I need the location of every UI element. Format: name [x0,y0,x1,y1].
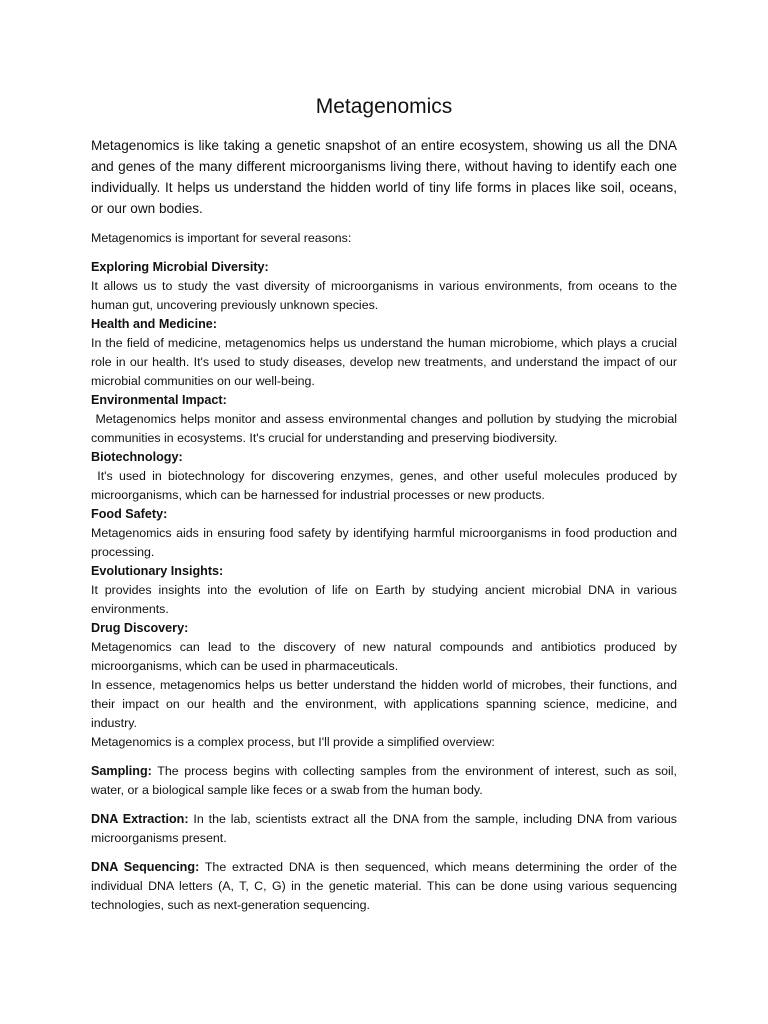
step-label: DNA Sequencing: [91,860,200,874]
reason-body: Metagenomics aids in ensuring food safety by identifying harmful microorganisms in food production and processing. [91,526,677,559]
reason-item [91,562,677,619]
reason-body: Metagenomics helps monitor and assess environmental changes and pollution by studying the microbial communities in ecosystems. It's crucial for understanding and preserving biodiversity. [91,412,681,445]
step-text: In the lab, scientists extract all the DNA from the sample, including DNA from various microorganisms present. [91,812,677,845]
step-label: DNA Extraction: [91,812,189,826]
document-page [91,92,681,915]
reason-item [91,391,681,448]
reason-item [91,619,677,676]
step-label: Sampling: [91,764,152,778]
reason-item [91,258,677,315]
reason-heading: Evolutionary Insights: [91,564,224,578]
reason-body: In the field of medicine, metagenomics helps us understand the human microbiome, which plays a crucial role in our health. It's used to study diseases, develop new treatments, and understand the impact of our microbial communities on our well-being. [91,336,677,388]
reason-item [91,315,677,391]
reasons-lead: Metagenomics is important for several reasons: [91,231,352,245]
step-text: The process begins with collecting samples from the environment of interest, such as soil, water, or a biological sample like feces or a swab from the human body. [91,764,677,797]
document-title: Metagenomics [315,95,453,118]
process-step [91,810,677,848]
reason-heading: Biotechnology: [91,450,183,464]
reason-heading: Exploring Microbial Diversity: [91,260,269,274]
reason-item [91,448,681,505]
reason-heading: Drug Discovery: [91,621,189,635]
reasons-list [91,258,681,676]
reason-body: It provides insights into the evolution of life on Earth by studying ancient microbial DNA in various environments. [91,583,677,616]
reason-item [91,505,677,562]
reason-body: It allows us to study the vast diversity of microorganisms in various environments, from oceans to the human gut, uncovering previously unknown species. [91,279,677,312]
reason-heading: Health and Medicine: [91,317,217,331]
essence-paragraph: In essence, metagenomics helps us better understand the hidden world of microbes, their functions, and their impact on our health and the environment, with applications spanning science, medicine, and industry. [91,678,677,730]
reason-body: Metagenomics can lead to the discovery of new natural compounds and antibiotics produced by microorganisms, which can be used in pharmaceuticals. [91,640,677,673]
reason-body: It's used in biotechnology for discovering enzymes, genes, and other useful molecules produced by microorganisms, which can be harnessed for industrial processes or new products. [91,469,681,502]
intro-paragraph: Metagenomics is like taking a genetic snapshot of an entire ecosystem, showing us all the DNA and genes of the many different microorganisms living there, without having to identify each one individually. It helps us understand the hidden world of tiny life forms in places like soil, oceans, or our own bodies. [91,138,677,216]
process-intro: Metagenomics is a complex process, but I'll provide a simplified overview: [91,735,495,749]
process-step [91,762,677,800]
reason-heading: Environmental Impact: [91,393,227,407]
process-steps [91,762,677,915]
step-text: The extracted DNA is then sequenced, which means determining the order of the individual DNA letters (A, T, C, G) in the genetic material. This can be done using various sequencing technologies, such as next-generation sequencing. [91,860,677,912]
process-step [91,858,677,915]
reason-heading: Food Safety: [91,507,168,521]
